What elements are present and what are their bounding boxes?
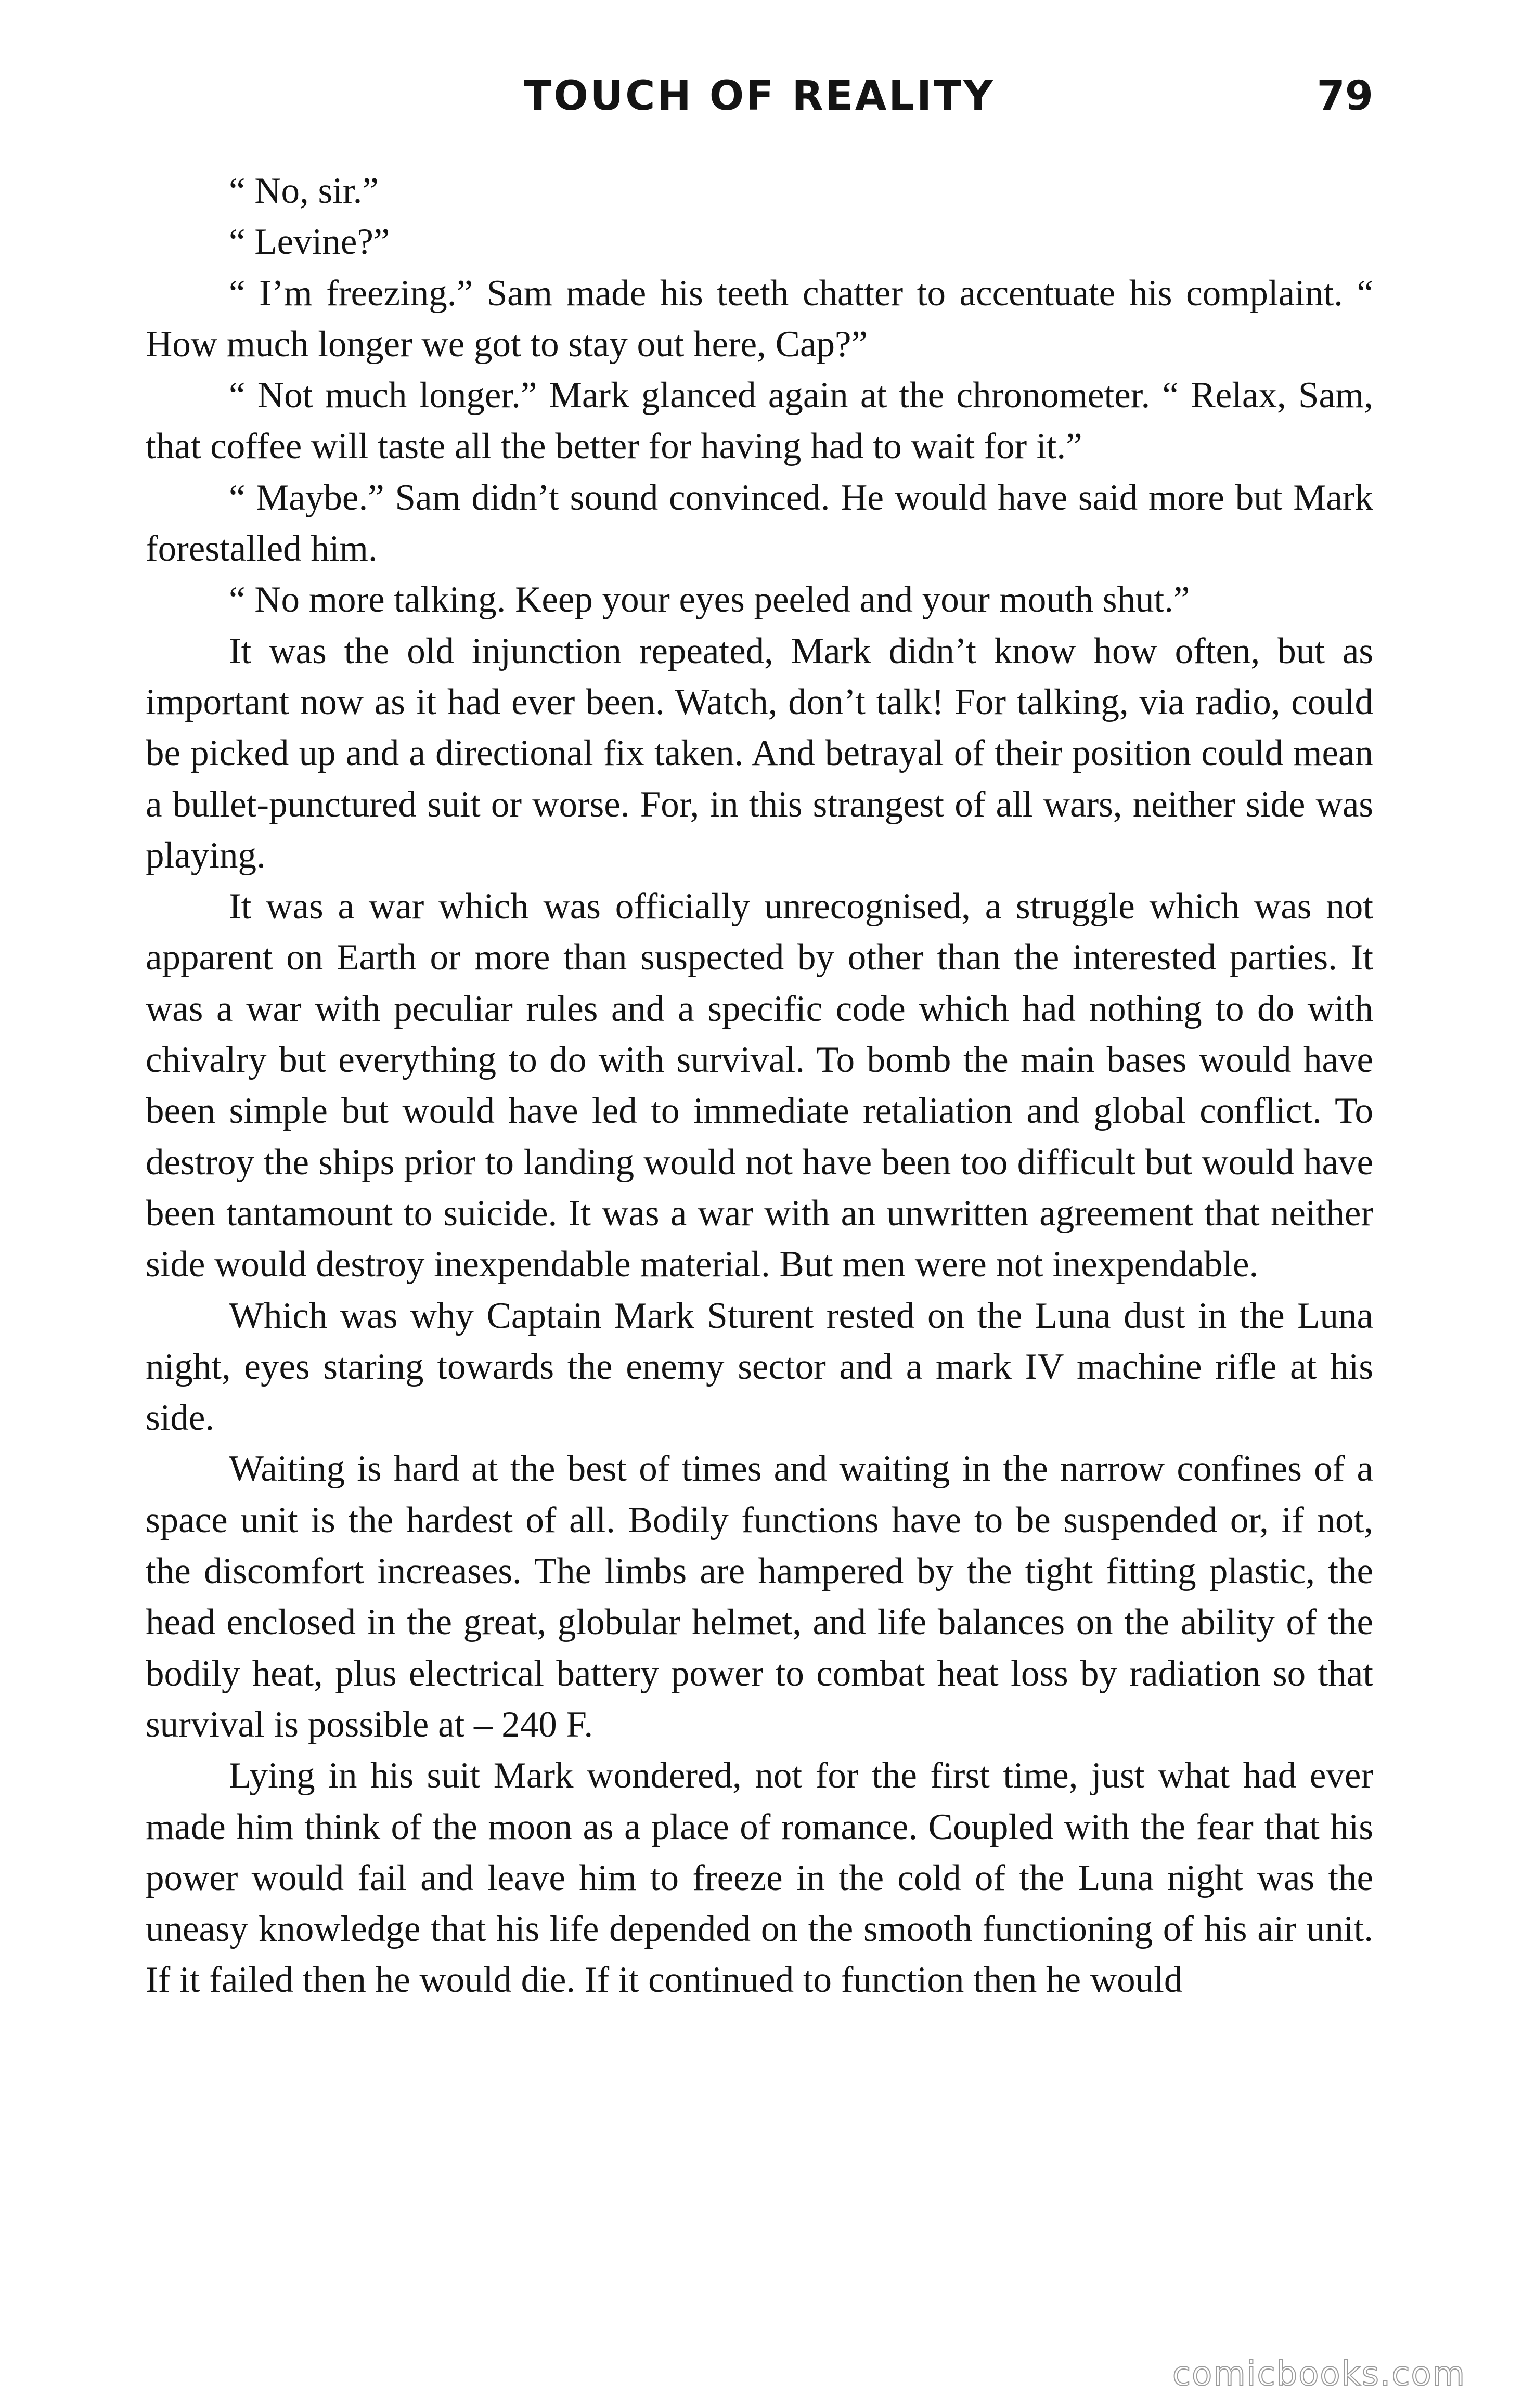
paragraph-8: It was a war which was officially unrecognised, a struggle which was not apparent on Earth or more than suspected by other than the interested parties. It was a war with peculiar rules and a specific code which had nothing to do with chivalry but everything to do with survival. To bomb the main bases would have been simple but would have led to immediate retaliation and global conflict. To destroy the ships prior to landing would not have been too difficult but would have been tantamount to suicide. It was a war with an unwritten agreement that neither side would destroy inexpendable material. But men were not inexpendable. bbox=[146, 886, 1373, 1285]
chapter-title: TOUCH OF REALITY bbox=[524, 73, 995, 120]
page-number: 79 bbox=[1317, 73, 1373, 120]
body-text bbox=[146, 165, 1373, 2006]
paragraph-6: “ No more talking. Keep your eyes peeled and your mouth shut.” bbox=[229, 579, 1190, 620]
paragraph-11: Lying in his suit Mark wondered, not for the first time, just what had ever made him think of the moon as a place of romance. Coupled with the fear that his power would fail and leave him to freeze in the cold of the Luna night was the uneasy knowledge that his life depended on the smooth functioning of his air unit. If it failed then he would die. If it continued to function then he would bbox=[146, 1755, 1373, 2001]
paragraph-5: “ Maybe.” Sam didn’t sound convinced. He would have said more but Mark forestalled him. bbox=[146, 477, 1373, 569]
paragraph-3: “ I’m freezing.” Sam made his teeth chatter to accentuate his complaint. “ How much longer we got to stay out here, Cap?” bbox=[146, 273, 1373, 365]
watermark: comicbooks.com bbox=[1172, 2355, 1466, 2393]
paragraph-2: “ Levine?” bbox=[229, 222, 390, 263]
paragraph-7: It was the old injunction repeated, Mark didn’t know how often, but as important now as it had ever been. Watch, don’t talk! For talking, via radio, could be picked up and a directional fix taken. And betrayal of their position could mean a bullet-punctured suit or worse. For, in this strangest of all wars, neither side was playing. bbox=[146, 630, 1373, 876]
paragraph-4: “ Not much longer.” Mark glanced again at the chronometer. “ Relax, Sam, that coffee will taste all the better for having had to wait for it.” bbox=[146, 375, 1373, 467]
paragraph-10: Waiting is hard at the best of times and waiting in the narrow confines of a space unit is the hardest of all. Bodily functions have to be suspended or, if not, the discomfort increases. The limbs are hampered by the tight fitting plastic, the head enclosed in the great, globular helmet, and life balances on the ability of the bodily heat, plus electrical battery power to combat heat loss by radiation so that survival is possible at – 240 F. bbox=[146, 1448, 1373, 1745]
running-head bbox=[146, 68, 1373, 125]
paragraph-1: “ No, sir.” bbox=[229, 171, 379, 211]
paragraph-9: Which was why Captain Mark Sturent rested on the Luna dust in the Luna night, eyes staring towards the enemy sector and a mark IV machine rifle at his side. bbox=[146, 1295, 1373, 1439]
